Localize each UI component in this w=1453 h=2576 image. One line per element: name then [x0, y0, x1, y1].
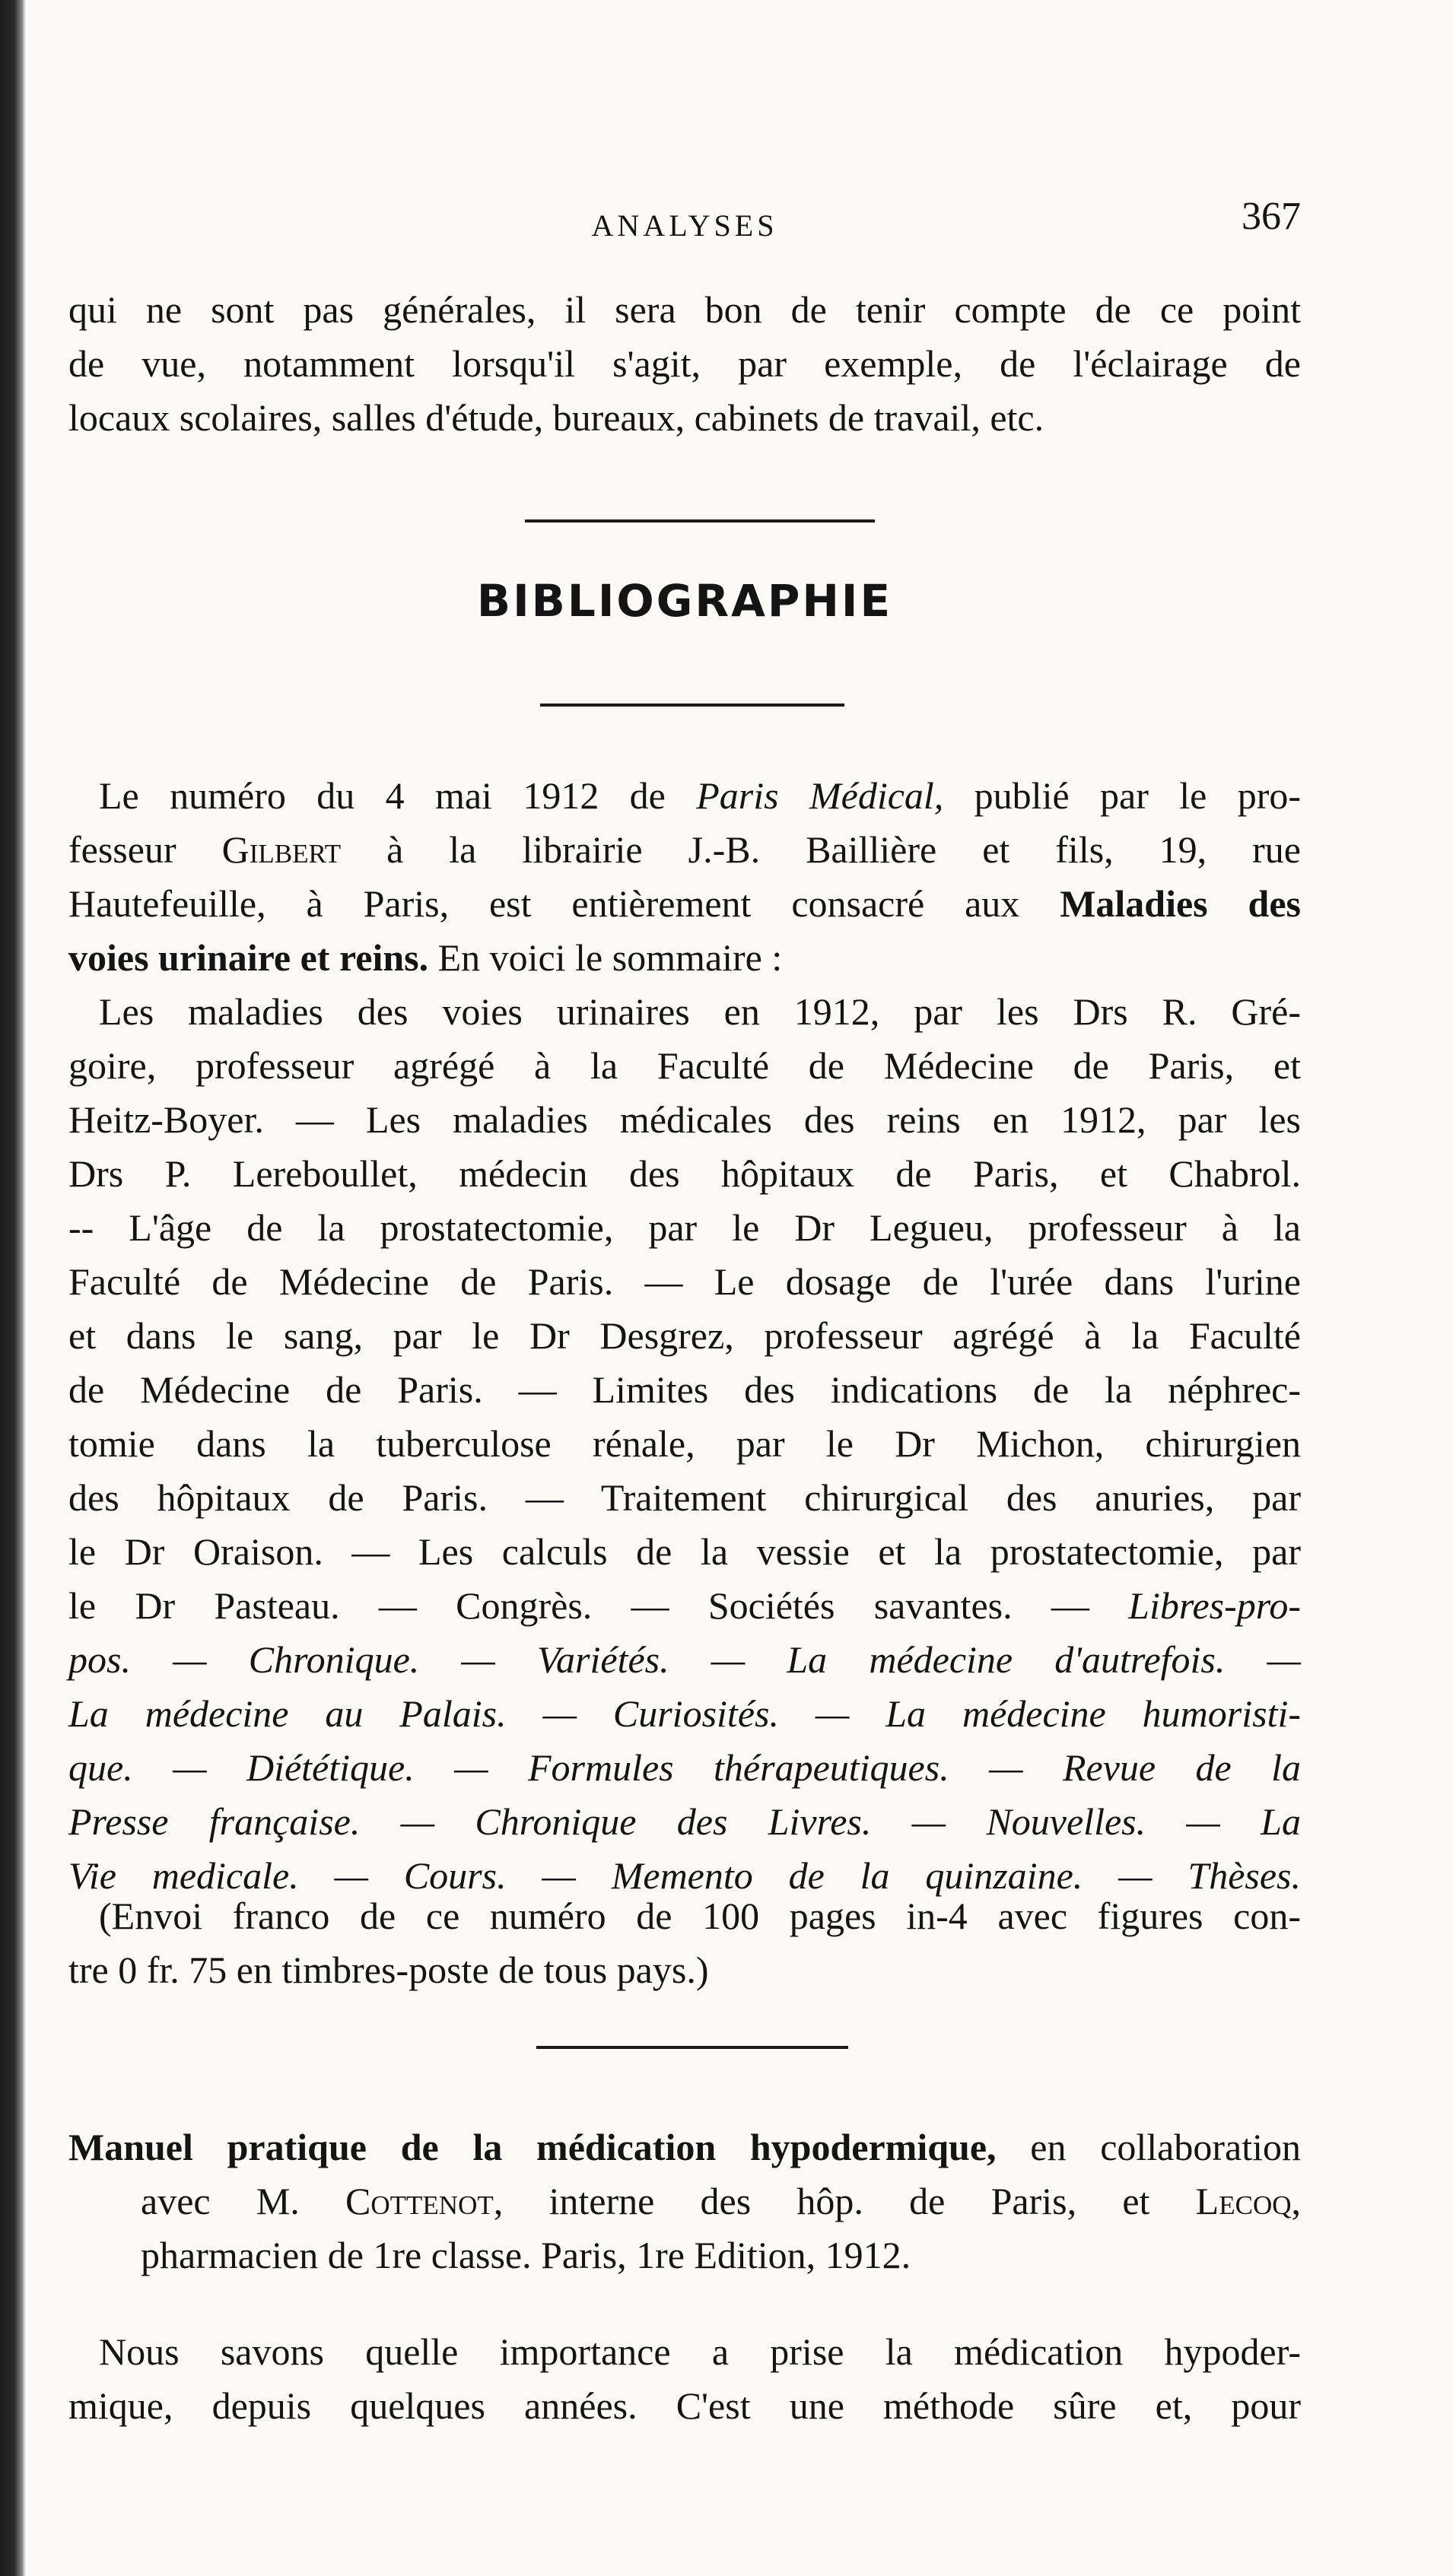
text-run: Hautefeuille, à Paris, est entièrement consacré aux — [68, 882, 1060, 925]
person-name: Gilbert — [221, 828, 342, 871]
text-line: Heitz-Boyer. — Les maladies médicales des reins en 1912, par les — [68, 1098, 1301, 1141]
text-line: locaux scolaires, salles d'étude, bureaux, cabinets de travail, etc. — [68, 396, 1044, 439]
separator-rule — [536, 2046, 848, 2049]
text-run: En voici le sommaire : — [428, 936, 783, 979]
separator-rule — [540, 704, 844, 707]
text-run: à la librairie J.-B. Baillière et fils, 19, rue — [341, 828, 1302, 871]
text-line: pharmacien de 1re classe. Paris, 1re Edition, 1912. — [141, 2234, 911, 2276]
text-line: qui ne sont pas générales, il sera bon de tenir compte de ce point — [68, 288, 1301, 331]
closing-paragraph — [68, 2325, 1301, 2433]
text-line: et dans le sang, par le Dr Desgrez, professeur agrégé à la Faculté — [68, 1314, 1301, 1357]
italic-line: Vie medicale. — Cours. — Memento de la quinzaine. — Thèses. — [68, 1854, 1301, 1897]
bold-topic: voies urinaire et reins. — [68, 936, 429, 979]
text-line — [68, 769, 1301, 823]
envoi-paragraph — [68, 1889, 1301, 1997]
separator-rule — [525, 519, 875, 523]
book-page — [68, 0, 1407, 2576]
text-line: Faculté de Médecine de Paris. — Le dosage de l'urée dans l'urine — [68, 1260, 1301, 1303]
text-line — [68, 2174, 1301, 2228]
text-line: de vue, notamment lorsqu'il s'agit, par exemple, de l'éclairage de — [68, 342, 1301, 385]
italic-line: pos. — Chronique. — Variétés. — La médecine d'autrefois. — — [68, 1638, 1301, 1681]
text-line — [68, 877, 1301, 931]
person-name: Lecoq, — [1195, 2180, 1301, 2222]
text-line: mique, depuis quelques années. C'est une méthode sûre et, pour — [68, 2384, 1301, 2427]
text-line: goire, professeur agrégé à la Faculté de Médecine de Paris, et — [68, 1044, 1301, 1087]
text-run: fesseur — [68, 828, 222, 871]
intro-paragraph — [68, 283, 1301, 445]
text-line: des hôpitaux de Paris. — Traitement chirurgical des anuries, par — [68, 1476, 1301, 1519]
summary-paragraph — [68, 985, 1301, 1903]
running-head: ANALYSES — [591, 208, 778, 243]
italic-line: La médecine au Palais. — Curiosités. — La médecine humoristi- — [68, 1692, 1301, 1735]
text-line: Les maladies des voies urinaires en 1912, par les Drs R. Gré- — [99, 990, 1301, 1033]
page-header — [68, 194, 1301, 255]
text-run: Le numéro du 4 mai 1912 de — [99, 774, 697, 817]
announcement-paragraph — [68, 769, 1301, 985]
journal-title: Paris Médical, — [696, 774, 944, 817]
text-line: Nous savons quelle importance a prise la médication hypoder- — [99, 2330, 1301, 2373]
person-name: Cottenot, — [345, 2180, 504, 2222]
text-run: publié par le pro- — [943, 774, 1302, 817]
text-run: interne des hôp. de Paris, et — [503, 2180, 1196, 2222]
text-line: tre 0 fr. 75 en timbres-poste de tous pays.) — [68, 1949, 709, 1991]
section-title: BIBLIOGRAPHIE — [476, 575, 893, 627]
book-entry — [68, 2120, 1301, 2282]
book-title: Manuel pratique de la médication hypodermique, — [68, 2126, 997, 2168]
text-line: le Dr Oraison. — Les calculs de la vessie et la prostatectomie, par — [68, 1530, 1301, 1573]
text-line: Drs P. Lereboullet, médecin des hôpitaux de Paris, et Chabrol. — [68, 1152, 1301, 1195]
text-line — [68, 1579, 1301, 1633]
text-line — [68, 931, 1301, 985]
text-line: tomie dans la tuberculose rénale, par le Dr Michon, chirurgien — [68, 1422, 1301, 1465]
text-line: -- L'âge de la prostatectomie, par le Dr Legueu, professeur à la — [68, 1206, 1301, 1249]
italic-line: Presse française. — Chronique des Livres. — Nouvelles. — La — [68, 1800, 1301, 1843]
page-binding-edge — [0, 0, 26, 2576]
text-run: le Dr Pasteau. — Congrès. — Sociétés savantes. — — [68, 1584, 1129, 1627]
bold-topic: Maladies des — [1060, 882, 1301, 925]
italic-line: que. — Diététique. — Formules thérapeutiques. — Revue de la — [68, 1746, 1301, 1789]
text-line: de Médecine de Paris. — Limites des indications de la néphrec- — [68, 1368, 1301, 1411]
text-line — [68, 2120, 1301, 2174]
text-run: avec M. — [141, 2180, 346, 2222]
text-line: (Envoi franco de ce numéro de 100 pages in-4 avec figures con- — [99, 1895, 1301, 1937]
text-run: en collaboration — [996, 2126, 1301, 2168]
text-line — [68, 823, 1301, 877]
italic-run: Libres-pro- — [1128, 1584, 1301, 1627]
page-number: 367 — [1242, 195, 1301, 238]
